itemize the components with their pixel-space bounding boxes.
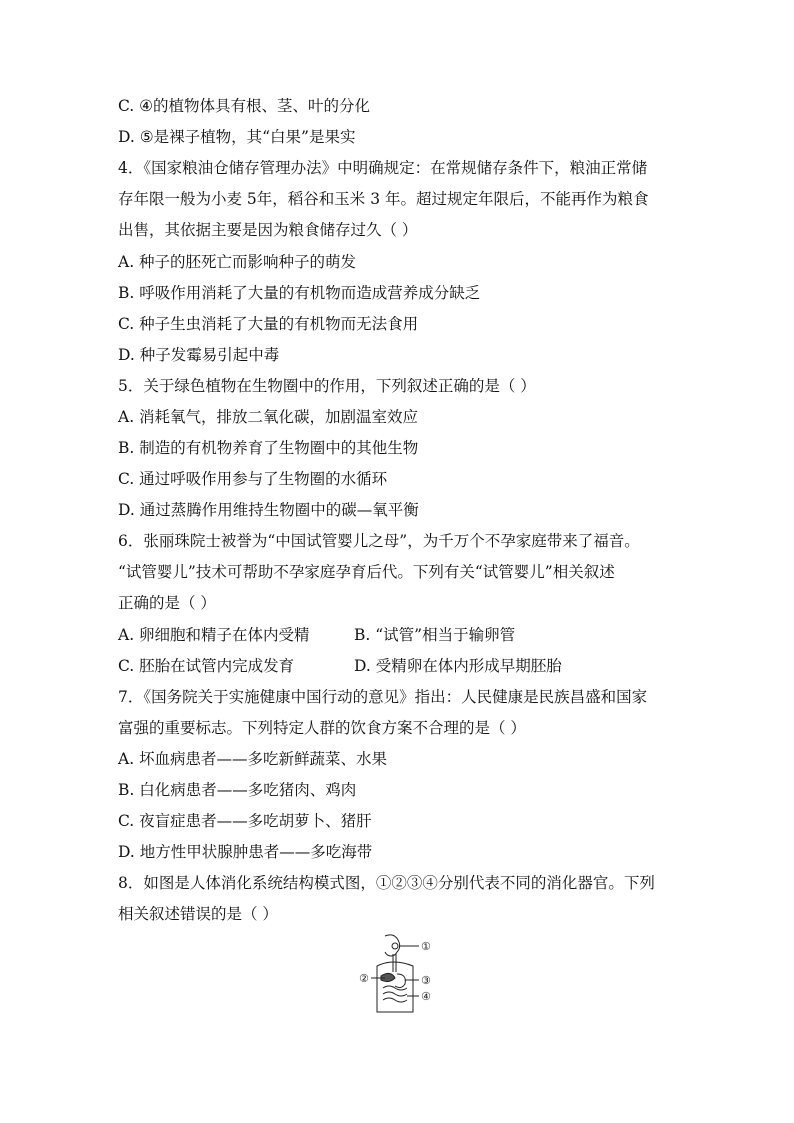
option-c: C. 种子生虫消耗了大量的有机物而无法食用 bbox=[118, 315, 419, 333]
option-a: A. 坏血病患者——多吃新鲜蔬菜、水果 bbox=[118, 750, 388, 768]
text-line: 富强的重要标志。下列特定人群的饮食方案不合理的是（ ） bbox=[118, 719, 526, 737]
text-line: “试管婴儿”技术可帮助不孕家庭孕育后代。下列有关“试管婴儿”相关叙述 bbox=[118, 563, 615, 581]
option-b: B. “试管”相当于输卵管 bbox=[354, 626, 516, 644]
option-c: C. 通过呼吸作用参与了生物圈的水循环 bbox=[118, 470, 388, 488]
option-b: B. 呼吸作用消耗了大量的有机物而造成营养成分缺乏 bbox=[118, 284, 481, 302]
option-a: A. 种子的胚死亡而影响种子的萌发 bbox=[118, 253, 357, 271]
digestive-system-diagram bbox=[355, 932, 440, 1017]
mouth-shape bbox=[392, 943, 398, 949]
text-line: C. ④的植物体具有根、茎、叶的分化 bbox=[118, 97, 371, 115]
question-4-stem: 4．《国家粮油仓储存管理办法》中明确规定：在常规储存条件下，粮油正常储 bbox=[118, 159, 648, 177]
option-c: C. 夜盲症患者——多吃胡萝卜、猪肝 bbox=[118, 812, 372, 830]
text-line: 相关叙述错误的是（ ） bbox=[118, 905, 278, 923]
option-a: A. 消耗氧气，排放二氧化碳，加剧温室效应 bbox=[118, 408, 419, 426]
text-line: 正确的是（ ） bbox=[118, 594, 216, 612]
label-2: ② bbox=[359, 972, 369, 985]
option-b: B. 白化病患者——多吃猪肉、鸡肉 bbox=[118, 781, 357, 799]
question-7-stem: 7．《国务院关于实施健康中国行动的意见》指出：人民健康是民族昌盛和国家 bbox=[118, 688, 648, 706]
question-8-stem: 8．如图是人体消化系统结构模式图，①②③④分别代表不同的消化器官。下列 bbox=[118, 874, 655, 892]
label-4: ④ bbox=[421, 990, 431, 1003]
text-line: 存年限一般为小麦 5年，稻谷和玉米 3 年。超过规定年限后，不能再作为粮食 bbox=[118, 190, 649, 208]
option-a: A. 卵细胞和精子在体内受精 bbox=[118, 626, 310, 644]
text-line: 出售，其依据主要是因为粮食储存过久（ ） bbox=[118, 221, 418, 239]
intestine-shape bbox=[383, 986, 407, 1002]
option-d: D. 通过蒸腾作用维持生物圈中的碳—氧平衡 bbox=[118, 501, 419, 519]
option-b: B. 制造的有机物养育了生物圈中的其他生物 bbox=[118, 439, 419, 457]
label-3: ③ bbox=[421, 974, 431, 987]
option-d: D. 地方性甲状腺肿患者——多吃海带 bbox=[118, 843, 373, 861]
option-d: D. 受精卵在体内形成早期胚胎 bbox=[354, 657, 562, 675]
question-5-stem: 5．关于绿色植物在生物圈中的作用，下列叙述正确的是（ ） bbox=[118, 377, 536, 395]
text-line: D. ⑤是裸子植物，其“白果”是果实 bbox=[118, 128, 356, 146]
question-6-stem: 6．张丽珠院士被誉为“中国试管婴儿之母”，为千万个不孕家庭带来了福音。 bbox=[118, 532, 640, 550]
option-d: D. 种子发霉易引起中毒 bbox=[118, 346, 280, 364]
stomach-shape bbox=[395, 974, 405, 988]
torso-outline bbox=[377, 962, 413, 1012]
label-1: ① bbox=[421, 940, 431, 953]
option-c: C. 胚胎在试管内完成发育 bbox=[118, 657, 295, 675]
